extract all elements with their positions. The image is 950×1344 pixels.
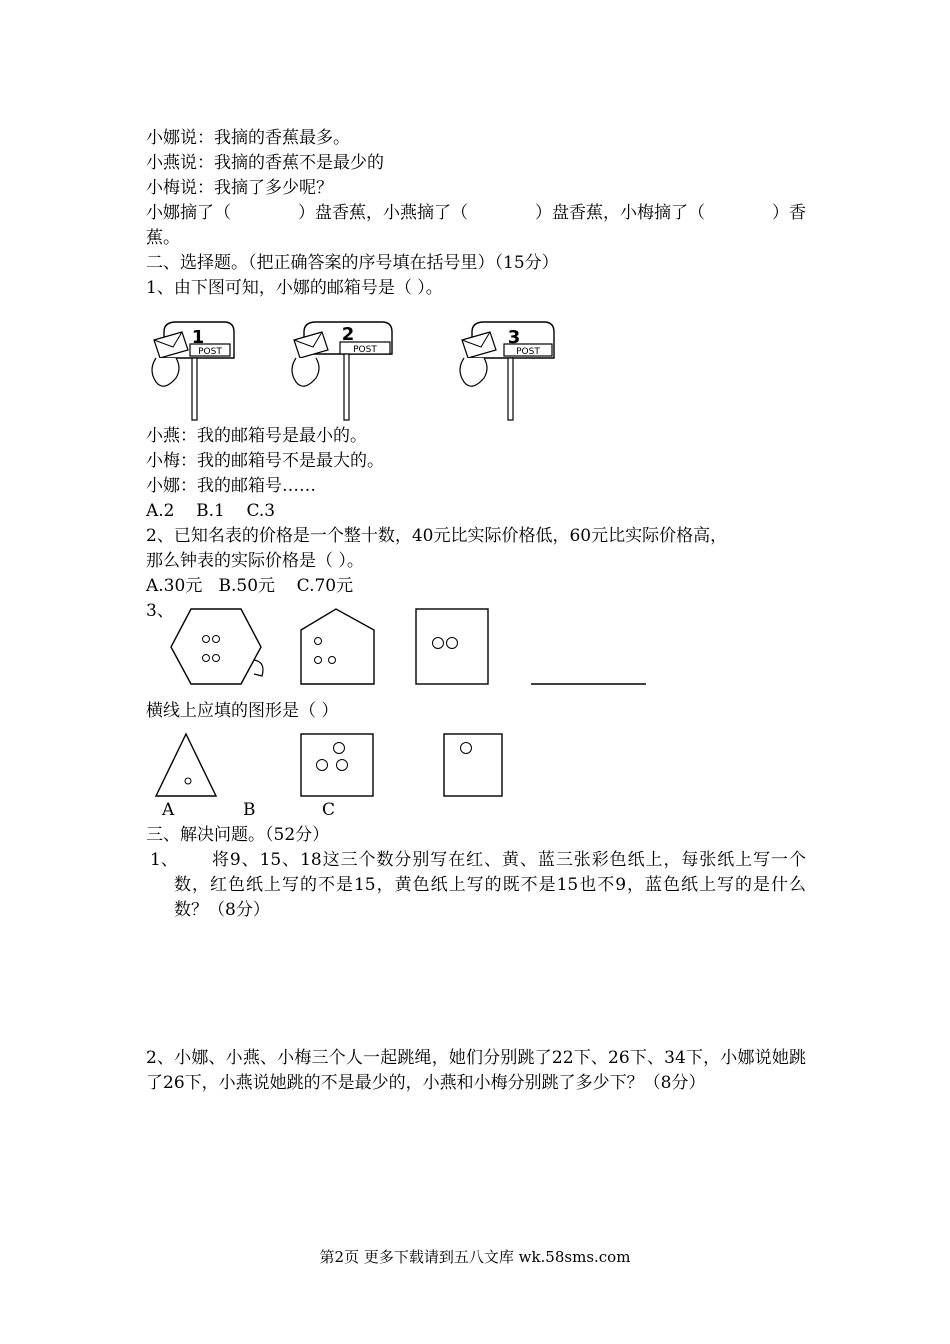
choice-b-square [301,734,373,796]
q1-stem: 1、由下图可知，小娜的邮箱号是（ ）。 [146,278,443,298]
section3-problem-2: 2、小娜、小燕、小梅三个人一起跳绳，她们分别跳了22下、26下、34下，小娜说她跳了26下，小燕说她跳的不是最少的，小燕和小梅分别跳了多少下？（8分） [146,1048,806,1093]
problem-1-number: 1、 [150,850,178,870]
mailbox-2 [292,322,392,420]
mailbox-3 [460,322,554,420]
mailbox-number: 3 [507,327,521,348]
problem-1-text: 将9、15、18这三个数分别写在红、黄、蓝三张彩色纸上，每张纸上写一个数，红色纸上写的不是15，黄色纸上写的既不是15也不9，蓝色纸上写的是什么数？（8分） [174,850,806,920]
q3-choices-figure [146,730,516,800]
hexagon-shape [171,609,263,684]
choice-label-b: B [243,800,256,820]
mailbox-number: 2 [341,324,355,345]
q1-statement: 小娜：我的邮箱号…… [146,476,316,496]
page-footer: 第2页 更多下载请到五八文库 wk.58sms.com [319,1248,631,1266]
q2-line2: 那么钟表的实际价格是（ ）。 [146,551,364,571]
q3-sequence-figure [146,604,656,690]
intro-fill-line [146,201,806,225]
q3-prompt: 横线上应填的图形是（ ） [146,701,339,721]
q3-number: 3、 [146,601,174,621]
intro-line: 小梅说：我摘了多少呢？ [146,178,333,198]
q2-line1: 2、已知名表的价格是一个整十数，40元比实际价格低，60元比实际价格高， [146,526,728,546]
section2-title: 二、选择题。（把正确答案的序号填在括号里）（15分） [146,253,559,273]
q2-options: A.30元 B.50元 C.70元 [146,576,354,596]
square-shape [416,609,488,684]
choice-a-triangle [156,734,216,796]
section3-problem-1 [146,848,806,923]
mailbox-figure [146,318,576,424]
mailbox-label: POST [516,347,540,357]
q1-statement: 小燕：我的邮箱号是最小的。 [146,426,367,446]
intro-fill-segment: ）香 [772,203,806,223]
section3-title: 三、解决问题。（52分） [146,825,330,845]
intro-line: 小娜说：我摘的香蕉最多。 [146,128,350,148]
q1-statement: 小梅：我的邮箱号不是最大的。 [146,451,384,471]
intro-fill-segment: ）盘香蕉，小燕摘了（ [298,203,468,223]
intro-line: 小燕说：我摘的香蕉不是最少的 [146,153,384,173]
q1-options: A.2 B.1 C.3 [146,501,276,521]
intro-fill-segment: ）盘香蕉，小梅摘了（ [535,203,705,223]
pentagon-shape [301,609,374,684]
mailbox-number: 1 [191,327,205,348]
choice-label-a: A [162,800,175,820]
mailbox-1 [152,322,234,420]
choice-c-square [444,734,502,796]
intro-fill-cont: 蕉。 [146,228,180,248]
mailbox-label: POST [198,347,222,357]
intro-fill-segment: 小娜摘了（ [146,203,231,223]
choice-label-c: C [322,800,336,820]
mailbox-label: POST [353,345,377,355]
